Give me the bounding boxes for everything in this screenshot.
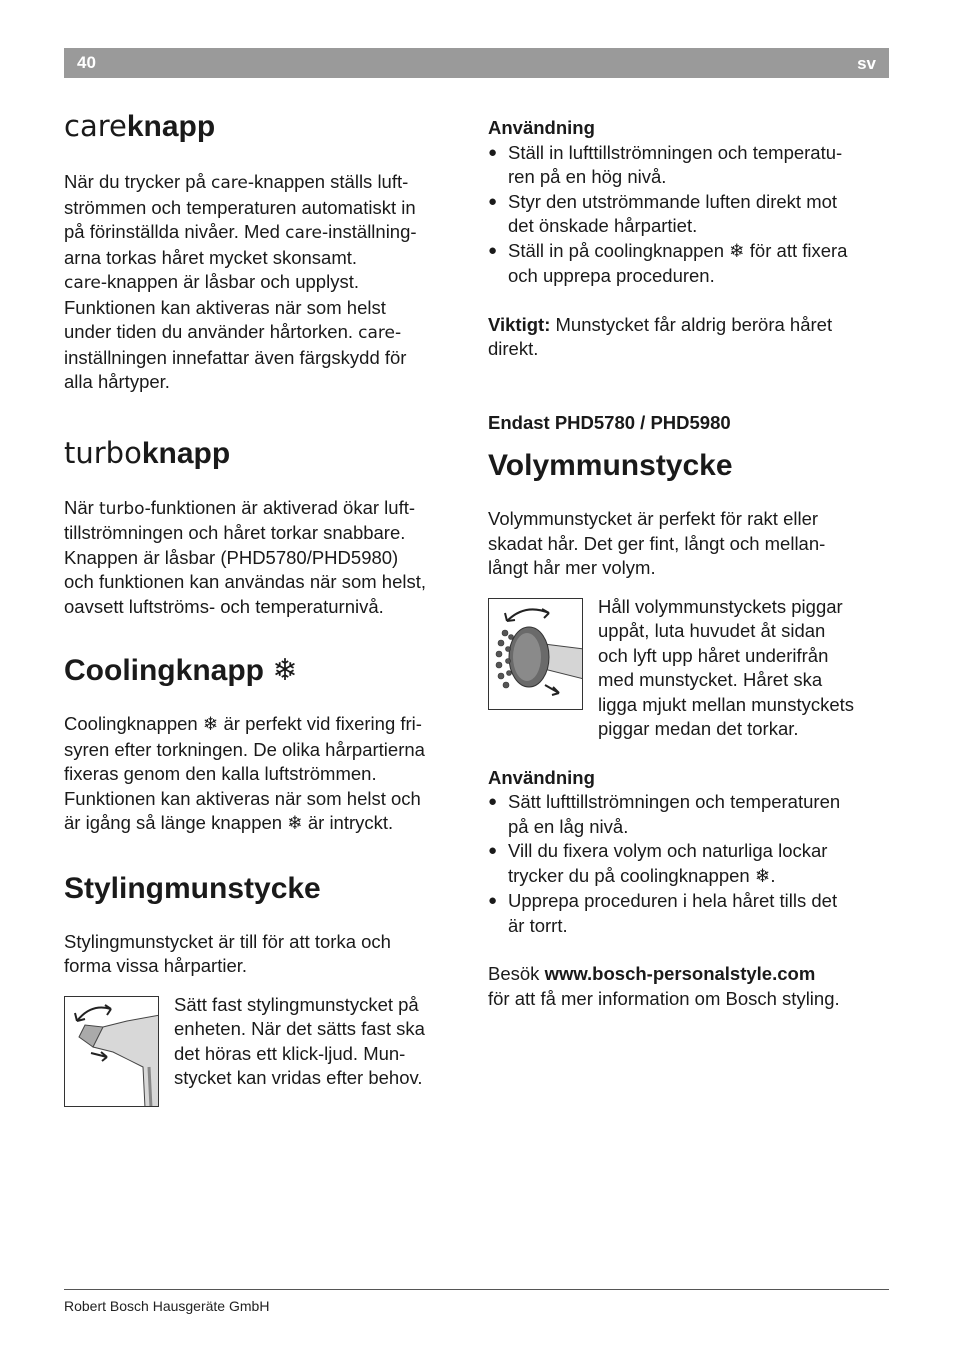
language-code: sv — [857, 54, 876, 73]
care-heading: careknapp — [64, 109, 216, 143]
snowflake-icon: ❄ — [287, 813, 303, 834]
list-item: ● Vill du fixera volym och naturliga lockar trycker du på coolingknappen ❄. — [488, 840, 828, 887]
left-column — [64, 100, 464, 1091]
footer-divider — [64, 1289, 889, 1290]
list-item: ● Ställ in på coolingknappen ❄ för att fixera och upprepa proceduren. — [488, 239, 848, 286]
cooling-heading: Coolingknapp ❄ — [64, 653, 298, 688]
cooling-section — [64, 653, 464, 837]
list-item: ● Upprepa proceduren i hela håret tills det är torrt. — [488, 890, 838, 936]
turbo-section — [64, 435, 464, 620]
snowflake-icon: ❄ — [729, 240, 745, 262]
usage-list — [488, 790, 888, 938]
footer-company: Robert Bosch Hausgeräte GmbH — [64, 1298, 270, 1314]
snowflake-icon: ❄ — [202, 714, 219, 735]
styling-figure-caption: Sätt fast stylingmunstycket på enheten. När det sätts fast ska det höras ett klick-ljud. Mun- stycket kan vridas efter behov. — [174, 993, 425, 1088]
visit-website-text: Besök www.bosch-personalstyle.com för att få mer information om Bosch styling. — [488, 963, 840, 1009]
volume-text: Volymmunstycket är perfekt för rakt eller skadat hår. Det ger fint, långt och mellan- långt hår mer volym. — [488, 508, 826, 578]
usage-list — [488, 141, 888, 289]
volume-figure-caption: Håll volymmunstyckets piggar uppåt, luta huvudet åt sidan och lyft upp håret underifrån med munstycket. Håret ska ligga mjukt mellan munstyckets piggar medan det torkar. — [598, 595, 855, 739]
list-item: ● Ställ in lufttillströmningen och temperatu- ren på en hög nivå. — [488, 141, 843, 187]
care-text: När du trycker på care-knappen ställs luft- strömmen och temperaturen automatiskt in på förinställda nivåer. Med care-inställning- arna torkas håret mycket skonsamt. care-knappen är låsbar och upplyst. Funktionen kan aktiveras när som helst under tiden du använder hårtorken. care- inställningen innefattar även färgskydd för alla hårtyper. — [64, 171, 417, 392]
important-note: Viktigt: Munstycket får aldrig beröra håret direkt. — [488, 313, 833, 359]
turbo-heading: turboknapp — [64, 435, 231, 470]
usage-heading: Användning — [488, 117, 595, 138]
page-number: 40 — [77, 53, 96, 72]
care-section — [64, 108, 464, 395]
usage-low-section — [488, 766, 888, 1012]
list-item: ● Sätt lufttillströmningen och temperaturen på en låg nivå. — [488, 791, 841, 837]
styling-section — [64, 871, 464, 1091]
styling-text: Stylingmunstycket är till för att torka och forma vissa hårpartier. — [64, 930, 391, 976]
website-link[interactable]: www.bosch-personalstyle.com — [544, 963, 816, 984]
usage-high-section — [488, 116, 888, 362]
styling-nozzle-illustration — [64, 996, 159, 1107]
list-item: ● Styr den utströmmande luften direkt mot det önskade hårpartiet. — [488, 190, 838, 236]
snowflake-icon: ❄ — [272, 653, 298, 688]
styling-heading: Stylingmunstycke — [64, 871, 321, 905]
turbo-text: När turbo-funktionen är aktiverad ökar luft- tillströmningen och håret torkar snabbare. Knappen är låsbar (PHD5780/PHD5980) och funktionen kan användas när som helst, oavsett luftströms- och temperaturnivå. — [64, 496, 427, 617]
right-column — [488, 100, 888, 1011]
model-note: Endast PHD5780 / PHD5980 — [488, 411, 731, 433]
styling-figure-row — [64, 993, 464, 1091]
volume-diffuser-illustration — [488, 598, 583, 710]
volume-section — [488, 411, 888, 742]
cooling-text: Coolingknappen ❄ är perfekt vid fixering fri- syren efter torkningen. De olika hårpartierna fixeras genom den kalla luftströmmen. Funktionen kan aktiveras när som helst och är igång så länge knappen ❄ är intryckt. — [64, 713, 425, 834]
volume-figure-row — [488, 595, 888, 742]
snowflake-icon: ❄ — [754, 865, 771, 887]
volume-heading: Volymmunstycke — [488, 449, 733, 482]
page-header-bar — [64, 48, 889, 78]
usage-heading: Användning — [488, 766, 595, 788]
